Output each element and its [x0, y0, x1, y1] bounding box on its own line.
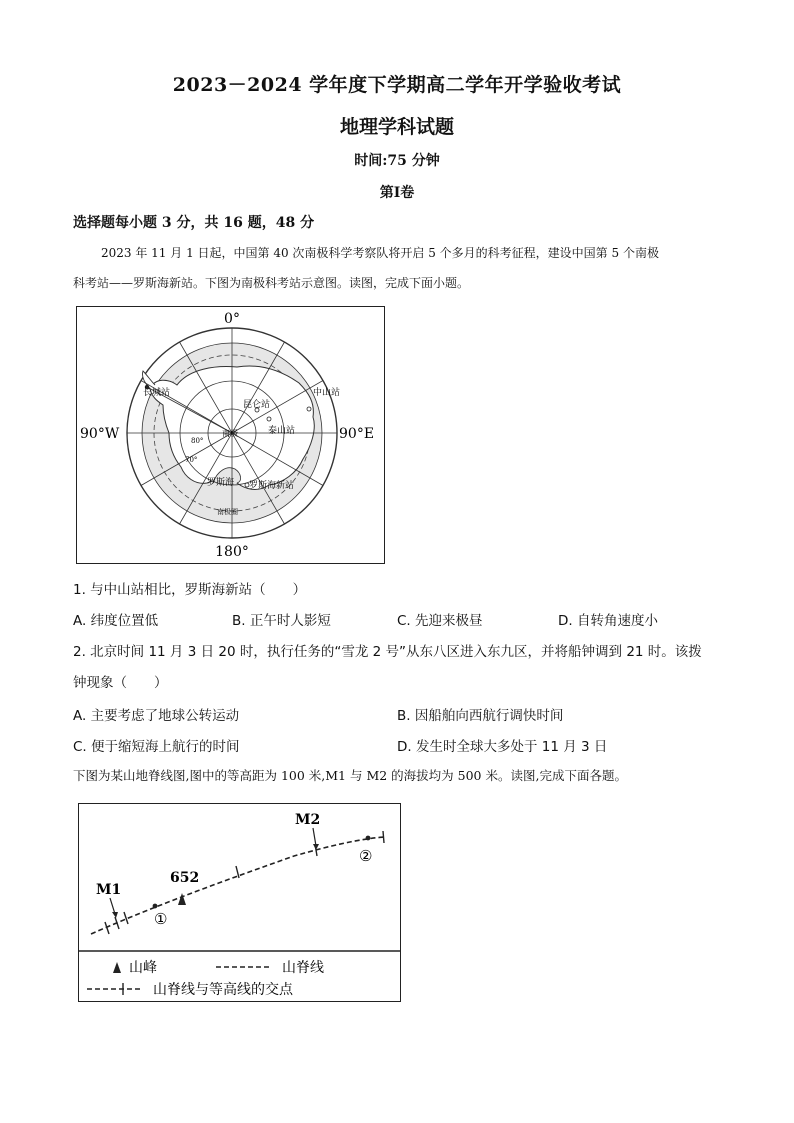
question-1-option-c: C. 先迎来极昼	[397, 613, 483, 629]
ridge-figure	[78, 803, 401, 1002]
label-zhongshan: 中山站	[313, 388, 341, 398]
ridge-line	[91, 837, 384, 934]
antarctic-map-figure	[76, 306, 385, 564]
passage-1	[73, 238, 723, 298]
legend-peak-label: 山峰	[129, 960, 157, 976]
label-90e: 90°E	[339, 426, 375, 442]
passage-1-line-1: 2023 年 11 月 1 日起，中国第 40 次南极科学考察队将开启 5 个多月的科考征程，建设中国第 5 个南极	[101, 246, 659, 260]
label-south-pole: 南极	[222, 429, 238, 438]
question-1-option-d: D. 自转角速度小	[558, 613, 658, 629]
label-m2: M2	[295, 812, 321, 828]
antarctic-map	[77, 307, 384, 563]
m2-arrow-line	[313, 828, 316, 846]
question-2-stem-line-1: 2. 北京时间 11 月 3 日 20 时，执行任务的“雪龙 2 号”从东八区进入东九区，并将船钟调到 21 时。该拨	[73, 644, 702, 660]
peak-marker	[178, 893, 186, 905]
label-0-deg: 0°	[224, 311, 240, 327]
label-peak-elevation: 652	[170, 870, 200, 886]
question-2-option-a: A. 主要考虑了地球公转运动	[73, 708, 240, 724]
question-2-option-d: D. 发生时全球大多处于 11 月 3 日	[397, 739, 608, 755]
label-lat-80: 80°	[191, 437, 204, 445]
section-heading: 选择题每小题 3 分，共 16 题，48 分	[73, 215, 315, 231]
question-2-stem-line-2: 钟现象（ ）	[73, 675, 168, 691]
label-180-deg: 180°	[215, 544, 249, 560]
question-1-option-b: B. 正午时人影短	[232, 613, 331, 629]
legend-peak-symbol	[113, 962, 121, 973]
passage-1-line-2: 科考站——罗斯海新站。下图为南极科考站示意图。读图，完成下面小题。	[73, 276, 470, 290]
contour-intersections	[105, 831, 384, 934]
question-2-option-b: B. 因船舶向西航行调快时间	[397, 708, 564, 724]
ridge-diagram	[79, 804, 400, 1001]
label-taishan: 泰山站	[268, 426, 296, 436]
question-1-option-a: A. 纬度位置低	[73, 613, 159, 629]
m1-arrow-line	[110, 898, 115, 914]
label-antarctic-circle: 南极圈	[217, 508, 238, 516]
exam-time: 时间:75 分钟	[354, 153, 440, 169]
label-great-wall: 长城站	[143, 388, 171, 398]
question-2-option-c: C. 便于缩短海上航行的时间	[73, 739, 240, 755]
label-ross-sea: 罗斯海	[207, 478, 235, 488]
label-point-2: ②	[359, 847, 373, 865]
point-2-dot	[366, 836, 371, 841]
point-1-dot	[153, 904, 158, 909]
passage-2: 下图为某山地脊线图,图中的等高距为 100 米,M1 与 M2 的海拔均为 500 米。读图,完成下面各题。	[73, 768, 627, 783]
exam-title: 2023－2024 学年度下学期高二学年开学验收考试	[172, 74, 622, 96]
label-point-1: ①	[154, 910, 168, 928]
label-ross-new-station: 罗斯海新站	[249, 481, 295, 491]
label-lat-70: 70°	[185, 456, 198, 464]
taishan-station-dot	[267, 417, 271, 421]
label-kunlun: 昆仑站	[243, 400, 271, 410]
volume-label: 第Ⅰ卷	[379, 185, 415, 201]
question-1-stem: 1. 与中山站相比，罗斯海新站（ ）	[73, 582, 307, 598]
label-m1: M1	[96, 882, 122, 898]
legend-intersection-label: 山脊线与等高线的交点	[153, 982, 293, 998]
label-90w: 90°W	[80, 426, 120, 442]
legend-ridge-label: 山脊线	[282, 960, 324, 976]
subject-title: 地理学科试题	[339, 116, 454, 138]
zhongshan-station-dot	[307, 407, 311, 411]
